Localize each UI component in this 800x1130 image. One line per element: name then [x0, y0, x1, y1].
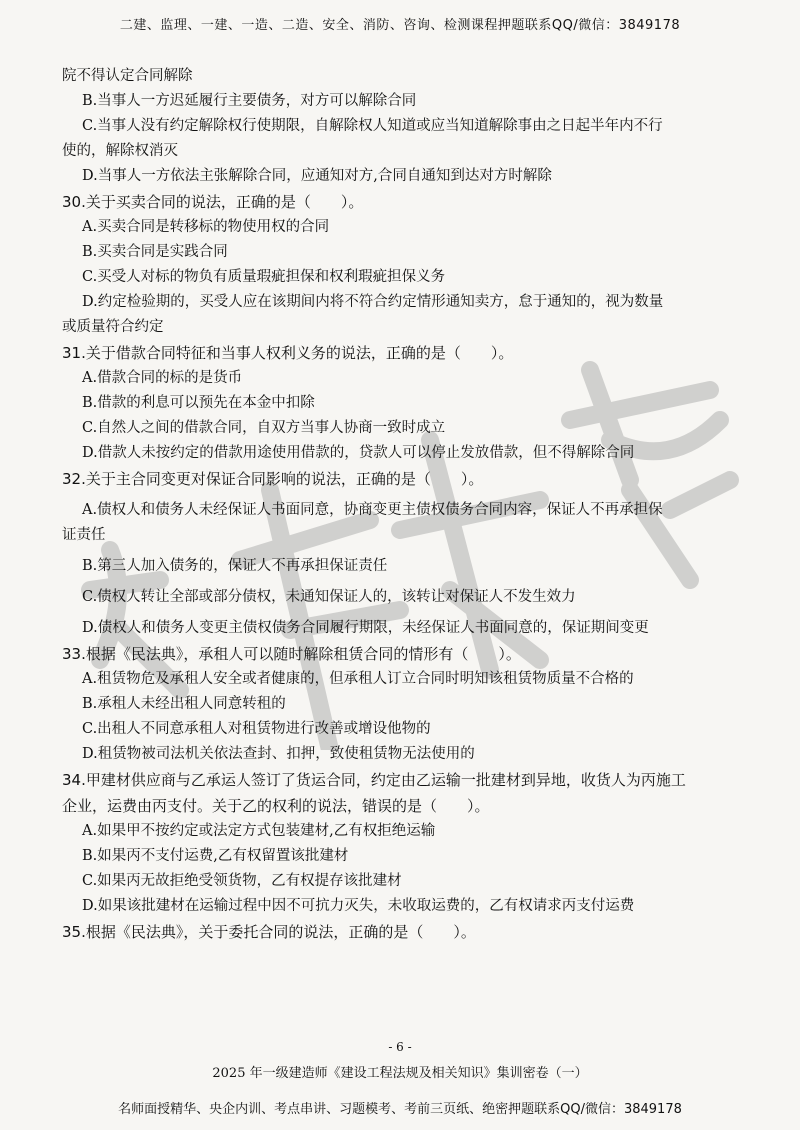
option-line-6: A.买卖合同是转移标的物使用权的合同 [82, 219, 330, 235]
option-line-2: C.当事人没有约定解除权行使期限，自解除权人知道或应当知道解除事由之日起半年内不行 [82, 118, 663, 134]
option-line-25: C.出租人不同意承租人对租赁物进行改善或增设他物的 [82, 721, 431, 737]
option-line-19: B.第三人加入债务的，保证人不再承担保证责任 [82, 558, 388, 574]
question-35: 35.根据《民法典》，关于委托合同的说法，正确的是（ ）。 [62, 923, 476, 941]
question-30: 30.关于买卖合同的说法，正确的是（ ）。 [62, 193, 364, 211]
option-line-26: D.租赁物被司法机关依法查封、扣押，致使租赁物无法使用的 [82, 746, 475, 762]
option-line-21: D.债权人和债务人变更主债权债务合同履行期限，未经保证人书面同意的，保证期间变更 [82, 620, 649, 636]
option-line-14: C.自然人之间的借款合同，自双方当事人协商一致时成立 [82, 420, 446, 436]
text-line-10: 或质量符合约定 [62, 319, 164, 335]
option-line-23: A.租赁物危及承租人安全或者健康的，但承租人订立合同时明知该租赁物质量不合格的 [82, 671, 634, 687]
question-content [62, 64, 752, 945]
page-number: - 6 - [388, 1040, 412, 1054]
text-line-18: 证责任 [62, 527, 106, 543]
option-line-32: D.如果该批建材在运输过程中因不可抗力灭失，未收取运费的，乙有权请求丙支付运费 [82, 898, 635, 914]
question-34: 34.甲建材供应商与乙承运人签订了货运合同，约定由乙运输一批建材到异地，收货人为丙施工 [62, 771, 686, 789]
text-line-3: 使的，解除权消灭 [62, 143, 178, 159]
option-line-31: C.如果丙无故拒绝受领货物，乙有权提存该批建材 [82, 873, 402, 889]
option-line-13: B.借款的利息可以预先在本金中扣除 [82, 395, 315, 411]
question-31: 31.关于借款合同特征和当事人权利义务的说法，正确的是（ ）。 [62, 344, 514, 362]
question-34-continued: 企业，运费由丙支付。关于乙的权利的说法，错误的是（ ）。 [62, 797, 490, 815]
option-line-8: C.买受人对标的物负有质量瑕疵担保和权利瑕疵担保义务 [82, 269, 446, 285]
option-line-4: D.当事人一方依法主张解除合同，应通知对方,合同自通知到达对方时解除 [82, 168, 552, 184]
exam-title: 2025 年一级建造师《建设工程法规及相关知识》集训密卷（一） [212, 1066, 588, 1081]
text-line-0: 院不得认定合同解除 [62, 68, 193, 84]
question-32: 32.关于主合同变更对保证合同影响的说法，正确的是（ ）。 [62, 470, 484, 488]
option-line-29: A.如果甲不按约定或法定方式包装建材,乙有权拒绝运输 [82, 823, 436, 839]
option-line-1: B.当事人一方迟延履行主要债务，对方可以解除合同 [82, 93, 417, 109]
option-line-20: C.债权人转让全部或部分债权，未通知保证人的，该转让对保证人不发生效力 [82, 589, 576, 605]
footer-banner: 名师面授精华、央企内训、考点串讲、习题模考、考前三页纸、绝密押题联系QQ/微信：3849178 [118, 1102, 682, 1117]
option-line-17: A.债权人和债务人未经保证人书面同意，协商变更主债权债务合同内容，保证人不再承担保 [82, 502, 663, 518]
question-33: 33.根据《民法典》，承租人可以随时解除租赁合同的情形有（ ）。 [62, 645, 521, 663]
option-line-9: D.约定检验期的，买受人应在该期间内将不符合约定情形通知卖方，怠于通知的，视为数量 [82, 294, 664, 310]
option-line-15: D.借款人未按约定的借款用途使用借款的，贷款人可以停止发放借款，但不得解除合同 [82, 445, 635, 461]
header-banner: 二建、监理、一建、一造、二造、安全、消防、咨询、检测课程押题联系QQ/微信：3849178 [119, 18, 681, 33]
option-line-24: B.承租人未经出租人同意转租的 [82, 696, 286, 712]
option-line-30: B.如果丙不支付运费,乙有权留置该批建材 [82, 848, 349, 864]
option-line-12: A.借款合同的标的是货币 [82, 370, 243, 386]
option-line-7: B.买卖合同是实践合同 [82, 244, 228, 260]
